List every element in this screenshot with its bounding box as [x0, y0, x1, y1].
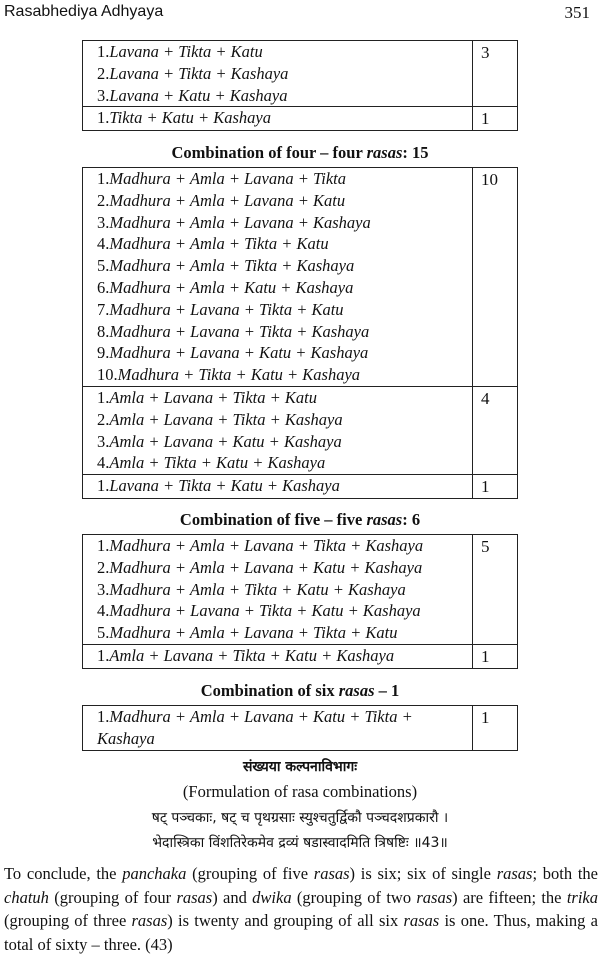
verse-line-2: भेदास्त्रिका विंशतिरेकमेव द्रव्यं षडास्वादमिति त्रिषष्टिः ॥43॥	[152, 835, 448, 851]
combination-text: Madhura + Amla + Tikta + Katu + Kashaya	[109, 579, 406, 599]
combination-text: Madhura + Amla + Lavana + Katu	[109, 190, 346, 210]
verse-line-1: षट् पञ्चकाः, षट् च पृथग्रसाः स्युश्चतुर्द्विकौ पञ्चदशप्रकारौ ।	[151, 810, 449, 826]
caption-five-rasas	[0, 510, 600, 530]
row-number: 1.	[97, 707, 110, 726]
table-group	[83, 386, 517, 474]
combination-row	[97, 409, 466, 431]
combination-text: Madhura + Amla + Tikta + Kashaya	[109, 256, 355, 276]
para-text: ) is six; six of single	[349, 864, 497, 883]
para-text: (grouping of five	[186, 864, 314, 883]
row-number: 1.	[97, 476, 110, 496]
caption-four-post: : 15	[402, 143, 429, 162]
combination-text: Madhura + Lavana + Tikta + Katu	[109, 299, 344, 319]
row-number: 1.	[97, 536, 110, 555]
combination-list	[83, 645, 473, 668]
combination-list	[83, 387, 473, 474]
table-group	[83, 644, 517, 668]
combination-row	[97, 107, 466, 129]
combination-row	[97, 255, 466, 277]
page-number: 351	[564, 3, 590, 22]
combination-text: Madhura + Lavana + Tikta + Kashaya	[109, 321, 370, 341]
caption-six-pre: Combination of six	[200, 681, 339, 700]
row-number: 10.	[97, 365, 118, 385]
combination-text: Madhura + Amla + Lavana + Katu + Tikta + Kashaya	[97, 707, 413, 748]
group-count: 1	[481, 477, 490, 497]
para-text: ) are fifteen; the	[452, 887, 567, 907]
row-number: 3.	[97, 85, 110, 105]
caption-six-rasas	[0, 681, 600, 701]
combination-row	[97, 579, 466, 601]
para-text: (grouping of four	[48, 887, 177, 907]
sanskrit-subtitle: (Formulation of rasa combinations)	[182, 782, 418, 801]
combination-row	[97, 190, 466, 212]
four-rasa-table	[82, 167, 518, 499]
para-term: trika	[566, 887, 598, 907]
combination-row	[97, 431, 466, 453]
combination-row	[97, 168, 466, 190]
para-term: chatuh	[4, 887, 49, 907]
row-number: 6.	[97, 277, 110, 297]
combination-text: Lavana + Tikta + Kashaya	[109, 63, 289, 83]
para-term: dwika	[252, 887, 292, 907]
group-count: 1	[481, 708, 490, 727]
row-number: 7.	[97, 299, 110, 319]
combination-row	[97, 622, 466, 644]
para-text: (grouping of three	[4, 911, 132, 930]
combination-text: Madhura + Amla + Katu + Kashaya	[109, 277, 354, 297]
combination-text: Madhura + Amla + Tikta + Katu	[109, 234, 329, 254]
para-text: (grouping of two	[291, 887, 417, 907]
combination-text: Lavana + Katu + Kashaya	[109, 85, 288, 105]
table-group	[83, 168, 517, 386]
combination-list	[83, 706, 473, 750]
para-text: ) is twenty and grouping of all six	[167, 911, 404, 930]
combination-text: Madhura + Tikta + Katu + Kashaya	[117, 365, 361, 385]
commentary-paragraph	[4, 862, 598, 956]
para-term: rasas	[131, 911, 168, 930]
row-number: 2.	[97, 409, 110, 429]
combination-text: Madhura + Amla + Lavana + Tikta + Kashaya	[109, 536, 424, 555]
row-number: 9.	[97, 343, 110, 363]
combination-row	[97, 557, 466, 579]
caption-five-italic: rasas	[366, 510, 403, 529]
para-text: ) and	[212, 887, 253, 907]
para-text: ; both the	[532, 864, 598, 883]
para-term: rasas	[416, 887, 453, 907]
row-number: 3.	[97, 579, 110, 599]
group-count: 1	[481, 646, 490, 666]
combination-row	[97, 85, 466, 107]
row-number: 5.	[97, 256, 110, 276]
caption-six-post: – 1	[374, 681, 400, 700]
row-number: 1.	[97, 387, 110, 407]
row-number: 2.	[97, 63, 110, 83]
row-number: 1.	[97, 645, 110, 665]
table-group	[83, 41, 517, 106]
combination-list	[83, 168, 473, 386]
six-rasa-table	[82, 705, 518, 751]
combination-row	[97, 41, 466, 63]
table-group	[83, 706, 517, 750]
group-count: 3	[481, 43, 490, 62]
combination-row	[97, 233, 466, 255]
combination-list	[83, 535, 473, 644]
para-text: is one. Thus, making a total of sixty – three. (43)	[4, 911, 598, 954]
combination-row	[97, 364, 466, 386]
caption-four-italic: rasas	[366, 143, 403, 162]
para-term: rasas	[403, 911, 440, 930]
combination-row	[97, 706, 466, 750]
combination-row	[97, 342, 466, 364]
combination-row	[97, 321, 466, 343]
combination-row	[97, 63, 466, 85]
combination-text: Madhura + Amla + Lavana + Tikta	[109, 169, 346, 188]
three-rasa-table	[82, 40, 518, 131]
group-count: 10	[481, 170, 498, 189]
combination-text: Amla + Lavana + Tikta + Kashaya	[109, 409, 343, 429]
caption-four-rasas	[0, 143, 600, 163]
combination-row	[97, 277, 466, 299]
combination-row	[97, 475, 466, 497]
combination-text: Tikta + Katu + Kashaya	[109, 108, 271, 128]
combination-text: Madhura + Lavana + Tikta + Katu + Kashaya	[109, 601, 421, 621]
row-number: 2.	[97, 557, 110, 577]
row-number: 5.	[97, 623, 110, 643]
row-number: 1.	[97, 169, 110, 188]
sanskrit-heading: संख्यया कल्पनाविभागः	[242, 759, 358, 775]
combination-text: Madhura + Lavana + Katu + Kashaya	[109, 343, 369, 363]
table-group	[83, 535, 517, 644]
para-text: To conclude, the	[4, 864, 123, 883]
combination-list	[83, 475, 473, 498]
combination-text: Amla + Lavana + Tikta + Katu	[109, 387, 317, 407]
group-count: 4	[481, 388, 490, 408]
combination-row	[97, 387, 466, 409]
combination-row	[97, 212, 466, 234]
combination-row	[97, 600, 466, 622]
row-number: 1.	[97, 108, 110, 128]
combination-row	[97, 452, 466, 474]
caption-six-italic: rasas	[338, 681, 375, 700]
caption-five-post: : 6	[402, 510, 421, 529]
caption-five-pre: Combination of five – five	[179, 510, 367, 529]
para-term: rasas	[496, 864, 533, 883]
combination-row	[97, 299, 466, 321]
combination-list	[83, 41, 473, 106]
chapter-title: Rasabhediya Adhyaya	[4, 3, 164, 20]
running-header	[0, 0, 600, 28]
para-term: panchaka	[122, 864, 187, 883]
combination-text: Madhura + Amla + Lavana + Tikta + Katu	[109, 623, 398, 643]
row-number: 8.	[97, 321, 110, 341]
combination-row	[97, 535, 466, 557]
row-number: 4.	[97, 453, 110, 473]
row-number: 3.	[97, 431, 110, 451]
para-term: rasas	[176, 887, 213, 907]
combination-text: Madhura + Amla + Lavana + Kashaya	[109, 212, 371, 232]
combination-text: Lavana + Tikta + Katu + Kashaya	[109, 476, 340, 496]
group-count: 1	[481, 109, 490, 129]
row-number: 4.	[97, 601, 110, 621]
row-number: 3.	[97, 212, 110, 232]
combination-text: Amla + Lavana + Tikta + Katu + Kashaya	[109, 645, 395, 665]
combination-text: Amla + Lavana + Katu + Kashaya	[109, 431, 342, 451]
row-number: 4.	[97, 234, 110, 254]
row-number: 2.	[97, 190, 110, 210]
combination-text: Amla + Tikta + Katu + Kashaya	[109, 453, 326, 473]
para-term: rasas	[313, 864, 350, 883]
combination-text: Madhura + Amla + Lavana + Katu + Kashaya	[109, 557, 423, 577]
caption-four-pre: Combination of four – four	[171, 143, 367, 162]
group-count: 5	[481, 537, 490, 556]
combination-row	[97, 645, 466, 667]
five-rasa-table	[82, 534, 518, 669]
combination-list	[83, 107, 473, 130]
row-number: 1.	[97, 42, 110, 61]
combination-text: Lavana + Tikta + Katu	[109, 42, 263, 61]
table-group	[83, 474, 517, 498]
table-group	[83, 106, 517, 130]
